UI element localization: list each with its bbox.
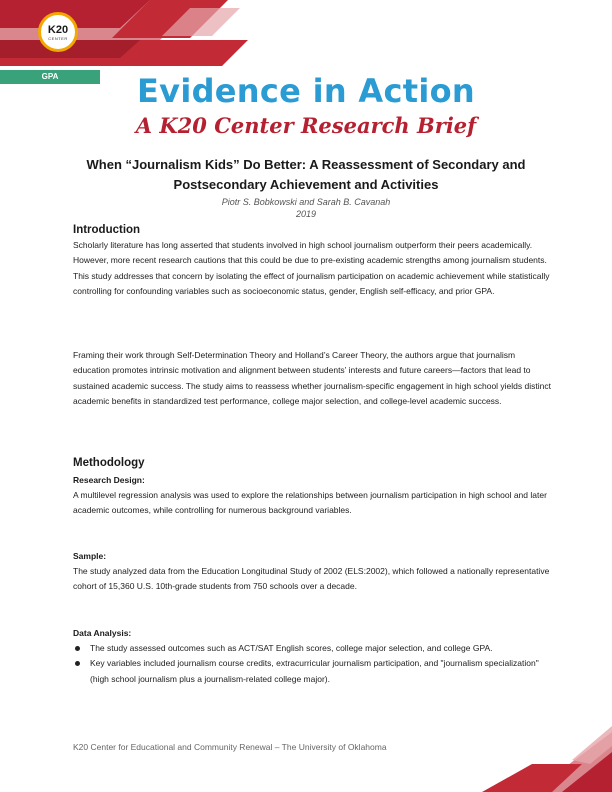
bullet-icon [75, 661, 80, 666]
category-tag: GPA [0, 70, 100, 84]
list-item [73, 656, 553, 687]
page-subtitle: A K20 Center Research Brief [135, 113, 477, 138]
paper-title: When “Journalism Kids” Do Better: A Reassessment of Secondary and Postsecondary Achievement and Activities [86, 157, 526, 192]
list-item-text: The study assessed outcomes such as ACT/SAT English scores, college major selection, and college GPA. [90, 643, 493, 653]
introduction-heading: Introduction [73, 224, 141, 236]
data-analysis-label: Data Analysis: [73, 628, 132, 638]
introduction-paragraph-2: Framing their work through Self-Determination Theory and Holland’s Career Theory, the authors argue that journalism education promotes intrinsic motivation and alignment between students’ interests and future careers—factors that lead to sustained academic success. The study aims to reassess whether journalism-specific engagement in high school yields distinct academic benefits in standardized test performance, college major selection, and college-level academic success. [73, 350, 551, 407]
logo-subtext: CENTER [48, 36, 68, 41]
research-design-text: A multilevel regression analysis was used to explore the relationships between journalism participation in high school and later academic outcomes, while controlling for numerous background variables. [73, 490, 547, 516]
data-analysis-list [73, 641, 553, 687]
k20-logo [38, 12, 78, 52]
bullet-icon [75, 646, 80, 651]
introduction-paragraph-1: Scholarly literature has long asserted that students involved in high school journalism outperform their peers academically. However, more recent research cautions that this could be due to pre-existing academic strengths among journalism students. This study addresses that concern by isolating the effect of journalism participation on academic achievement while statistically controlling for confounding variables such as socioeconomic status, gender, English self-efficacy, and prior GPA. [73, 240, 550, 297]
sample-text: The study analyzed data from the Education Longitudinal Study of 2002 (ELS:2002), which followed a nationally representative cohort of 15,360 U.S. 10th-grade students from 750 schools over a decade. [73, 566, 550, 592]
sample-label: Sample: [73, 551, 107, 561]
footer-decoration [422, 712, 612, 792]
research-design-label: Research Design: [73, 475, 145, 485]
paper-year: 2019 [295, 209, 317, 219]
page-footer: K20 Center for Educational and Community Renewal – The University of Oklahoma [73, 742, 387, 752]
page-title: Evidence in Action [137, 72, 475, 110]
paper-authors: Piotr S. Bobkowski and Sarah B. Cavanah [221, 197, 391, 207]
methodology-heading: Methodology [73, 457, 145, 469]
list-item-text: Key variables included journalism course credits, extracurricular journalism participation, and "journalism specialization" (high school journalism plus a journalism-related college major). [90, 658, 539, 684]
list-item [73, 641, 553, 656]
logo-text: K20 [47, 24, 69, 36]
